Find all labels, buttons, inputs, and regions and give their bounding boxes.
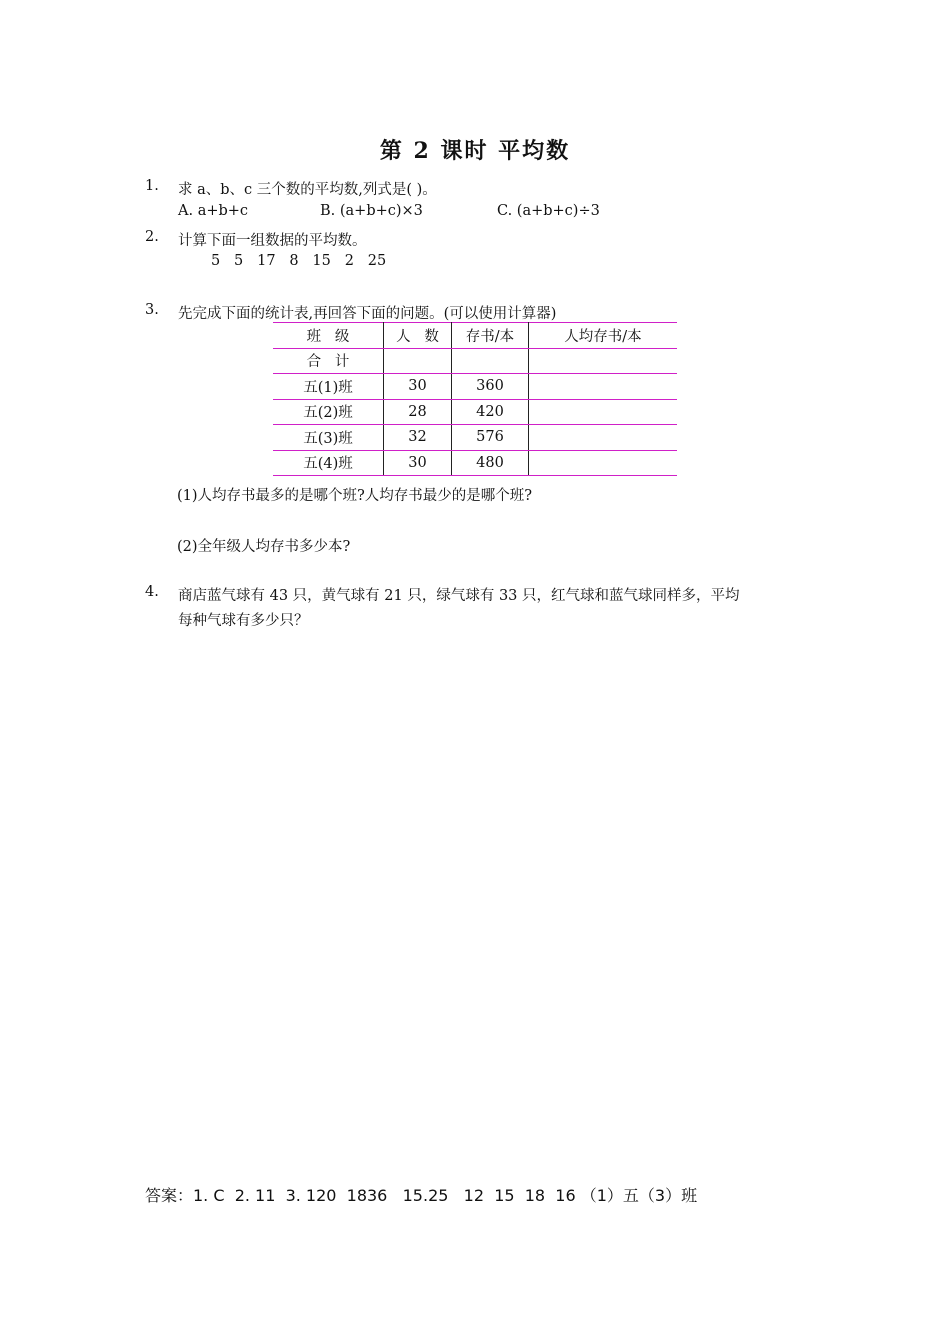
table-cell bbox=[452, 348, 529, 374]
table-cell: 五(2)班 bbox=[273, 399, 384, 425]
table-cell: 360 bbox=[452, 374, 529, 400]
question-1-text: 求 a、b、c 三个数的平均数,列式是( )。 bbox=[178, 182, 437, 198]
question-4-line-2: 每种气球有多少只？ bbox=[178, 613, 309, 629]
question-1-option-b: B. (a+b+c)×3 bbox=[320, 203, 423, 219]
table-cell bbox=[384, 348, 452, 374]
question-3-text: 先完成下面的统计表,再回答下面的问题。(可以使用计算器) bbox=[178, 306, 557, 322]
table-cell: 30 bbox=[384, 450, 452, 476]
table-cell: 五(4)班 bbox=[273, 450, 384, 476]
table-cell bbox=[529, 450, 678, 476]
table-cell: 30 bbox=[384, 374, 452, 400]
question-3-sub-2: (2)全年级人均存书多少本? bbox=[177, 539, 351, 555]
question-3-number: 3. bbox=[145, 302, 159, 318]
table-cell bbox=[529, 374, 678, 400]
question-3-sub-1: (1)人均存书最多的是哪个班?人均存书最少的是哪个班? bbox=[177, 488, 533, 504]
table-row bbox=[273, 374, 677, 400]
table-header-cell: 存书/本 bbox=[452, 323, 529, 349]
question-4-number: 4. bbox=[145, 584, 159, 600]
table-cell bbox=[529, 399, 678, 425]
table-cell: 五(1)班 bbox=[273, 374, 384, 400]
table-cell: 28 bbox=[384, 399, 452, 425]
table-row bbox=[273, 425, 677, 451]
table-row bbox=[273, 450, 677, 476]
answer-key: 答案：1. C 2. 11 3. 120 1836 15.25 12 15 18 16 （1）五（3）班 bbox=[145, 1186, 698, 1205]
table-row bbox=[273, 399, 677, 425]
page-title: 第 2 课时 平均数 bbox=[379, 138, 571, 164]
question-1-option-c: C. (a+b+c)÷3 bbox=[497, 203, 600, 219]
table-header-row bbox=[273, 323, 677, 349]
table-header-cell: 人 数 bbox=[384, 323, 452, 349]
table-header-cell: 班 级 bbox=[273, 323, 384, 349]
table-cell: 420 bbox=[452, 399, 529, 425]
question-1-number: 1. bbox=[145, 178, 159, 194]
table-cell: 五(3)班 bbox=[273, 425, 384, 451]
table-row bbox=[273, 348, 677, 374]
question-1-option-a: A. a+b+c bbox=[178, 203, 249, 219]
question-2-text: 计算下面一组数据的平均数。 bbox=[178, 233, 367, 249]
stats-table bbox=[273, 322, 677, 476]
table-cell bbox=[529, 348, 678, 374]
table-cell: 32 bbox=[384, 425, 452, 451]
table-cell: 576 bbox=[452, 425, 529, 451]
question-2-number: 2. bbox=[145, 229, 159, 245]
table-header-cell: 人均存书/本 bbox=[529, 323, 678, 349]
table-cell: 480 bbox=[452, 450, 529, 476]
table-cell bbox=[529, 425, 678, 451]
table-cell: 合 计 bbox=[273, 348, 384, 374]
question-4-line-1: 商店蓝气球有 43 只，黄气球有 21 只，绿气球有 33 只，红气球和蓝气球同样多，平均 bbox=[178, 588, 740, 604]
question-2-data: 5 5 17 8 15 2 25 bbox=[211, 253, 387, 269]
